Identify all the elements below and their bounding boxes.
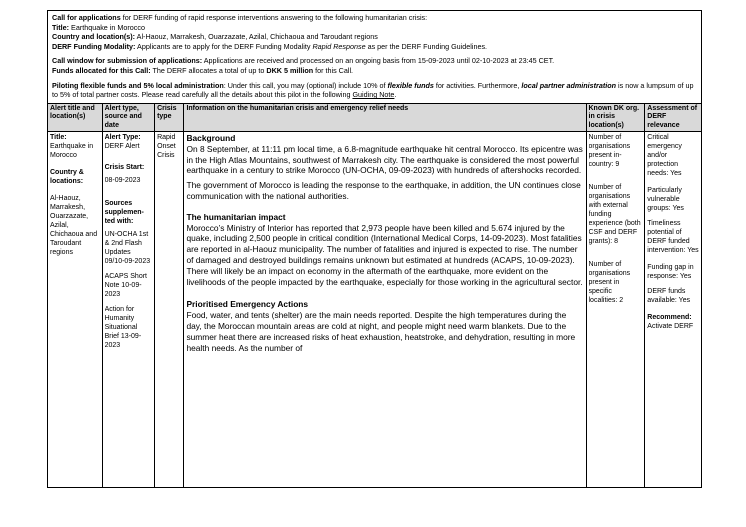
alert-table xyxy=(47,103,702,488)
funds-text-end: for this Call. xyxy=(313,65,354,75)
modality-italic: Rapid Response xyxy=(312,41,366,51)
table-header-row xyxy=(48,103,702,131)
window-line xyxy=(52,56,697,66)
cell-assessment xyxy=(645,131,702,487)
modality-text-end: as per the DERF Funding Guidelines. xyxy=(365,41,488,51)
title-label: Title: xyxy=(52,22,70,32)
modality-line xyxy=(52,42,697,52)
funds-label: Funds allocated for this Call: xyxy=(52,65,151,75)
cell-alert-title xyxy=(48,131,103,487)
flexible-funds-term: flexible funds xyxy=(387,80,434,90)
country-value: Al-Haouz, Marrakesh, Ouarzazate, Azilal, Chichaoua and Taroudant regions xyxy=(135,32,378,42)
header-crisis-type: Crisis type xyxy=(155,103,184,131)
alert-title-label: Title: xyxy=(50,133,67,141)
orgs-in-localities: Number of organisations present in specific localities: 2 xyxy=(588,260,631,304)
orgs-with-funding-experience: Number of organisations with external funding experience (both CSF and DERF grants): 8 xyxy=(588,183,641,245)
call-info-box xyxy=(47,10,702,104)
recommend-value: Activate DERF xyxy=(647,322,694,330)
title-line xyxy=(52,23,697,33)
modality-text: Applicants are to apply for the DERF Funding Modality xyxy=(135,41,313,51)
cell-crisis-type xyxy=(155,131,184,487)
assessment-funds-available: DERF funds available: Yes xyxy=(647,287,691,304)
assessment-critical-needs: Critical emergency and/or protection needs: Yes xyxy=(647,133,682,177)
cell-known-orgs xyxy=(586,131,645,487)
funds-amount: DKK 5 million xyxy=(266,65,314,75)
pilot-end: . xyxy=(394,90,397,100)
call-heading: Call for applications xyxy=(52,13,121,22)
impact-paragraph: Morocco’s Ministry of Interior has reported that 2,973 people have been killed and 5.674 injured by the quake, including 2,500 people in critical condition (International Medical Corps, 14-09-2023). Most fatalities are reported in al-Haouz municipality. The number of fatalities and injured is expected to rise. The number of damaged and destroyed buildings remains unknown but estimated at hundreds (ACAPS, 10-09-2023). There will likely be an impact on economy in the aftermath of the earthquake, more evident on the livelihoods of the people impacted by the earthquake, especially for those working in the agricultural sector. xyxy=(186,222,583,287)
guiding-note-link[interactable]: Guiding Note xyxy=(352,90,395,100)
header-alert-type: Alert type, source and date xyxy=(102,103,154,131)
document-page xyxy=(47,10,702,488)
funds-line xyxy=(52,66,697,76)
pilot-heading: Piloting flexible funds and 5% local administration xyxy=(52,80,224,90)
pilot-text-f: is now a lumpsum of up to 5% of total partner costs. Please read carefully all the details about this pilot in the following xyxy=(52,80,694,100)
alert-title-value: Earthquake in Morocco xyxy=(50,142,94,159)
pilot-text-c: for activities. Furthermore, xyxy=(433,80,522,90)
pilot-line xyxy=(52,81,697,100)
alert-type-label: Alert Type: xyxy=(104,133,141,141)
source-ocha: UN-OCHA 1st & 2nd Flash Updates 09/10-09-2023 xyxy=(104,230,151,265)
actions-paragraph: Food, water, and tents (shelter) are the main needs reported. Despite the high temperatures during the day, the Moroccan mountain areas are cold at night, and people might need warm blankets. Due to the summer heat there are increased risks of heat exhaustion, heatstroke, and dehydration, resulting in more health needs. As the number of xyxy=(186,310,576,353)
header-information: Information on the humanitarian crisis and emergency relief needs xyxy=(184,103,586,131)
source-acaps: ACAPS Short Note 10-09-2023 xyxy=(104,272,147,298)
funds-text: The DERF allocates a total of up to xyxy=(150,65,267,75)
assessment-funding-gap: Funding gap in response: Yes xyxy=(647,263,694,280)
crisis-start-value: 08-09-2023 xyxy=(104,176,141,184)
country-label: Country and location(s): xyxy=(52,32,136,42)
background-heading: Background xyxy=(186,132,236,143)
assessment-timeliness: Timeliness potential of DERF funded intervention: Yes xyxy=(647,219,699,254)
recommend-label: Recommend: xyxy=(647,313,692,321)
actions-heading: Prioritised Emergency Actions xyxy=(186,299,309,310)
title-value: Earthquake in Morocco xyxy=(69,22,145,32)
modality-label: DERF Funding Modality: xyxy=(52,41,136,51)
header-alert-title: Alert title and location(s) xyxy=(48,103,103,131)
cell-alert-type xyxy=(102,131,154,487)
background-paragraph-2: The government of Morocco is leading the response to the earthquake, in addition, the UN continues close communication with the national authorities. xyxy=(186,180,581,201)
window-label: Call window for submission of applications: xyxy=(52,56,203,66)
cell-information xyxy=(184,131,586,487)
header-assessment: Assessment of DERF relevance xyxy=(645,103,702,131)
administration-term: administration xyxy=(566,80,617,90)
table-row xyxy=(48,131,702,487)
impact-heading: The humanitarian impact xyxy=(186,211,286,222)
orgs-present-in-country: Number of organisations present in-country: 9 xyxy=(588,133,631,168)
background-paragraph-1: On 8 September, at 11:11 pm local time, a 6.8-magnitude earthquake hit central Morocco. Its epicentre was in the High Atlas Mountains, southwest of Marrakesh city. The earthquake is considered the most powerful earthquake in a century to strike Morocco (UN-OCHA, 09-09-2023) with hundreds of aftershocks recorded. xyxy=(186,143,583,176)
call-description: for DERF funding of rapid response interventions answering to the following humanitarian crisis: xyxy=(120,13,428,22)
locations-value: Al-Haouz, Marrakesh, Ouarzazate, Azilal, Chichaoua and Taroudant regions xyxy=(50,194,98,256)
pilot-text-a: : Under this call, you may (optional) include 10% of xyxy=(223,80,388,90)
header-known-dk-org: Known DK org. in crisis location(s) xyxy=(586,103,645,131)
sources-label: Sources supplemen-ted with: xyxy=(104,199,144,225)
local-partner-term: local partner xyxy=(521,80,565,90)
alert-type-value: DERF Alert xyxy=(104,142,140,150)
crisis-type-value: Rapid Onset Crisis xyxy=(157,133,176,159)
country-locations-label: Country & locations: xyxy=(50,168,84,185)
assessment-vulnerable-groups: Particularly vulnerable groups: Yes xyxy=(647,186,684,212)
country-line xyxy=(52,32,697,42)
crisis-start-label: Crisis Start: xyxy=(104,163,145,171)
source-action-for-humanity: Action for Humanity Situational Brief 13-09-2023 xyxy=(104,305,142,349)
call-line xyxy=(52,13,697,23)
window-value: Applications are received and processed on an ongoing basis from 15-09-2023 until 02-10-2023 at 23:45 CET. xyxy=(202,56,555,66)
